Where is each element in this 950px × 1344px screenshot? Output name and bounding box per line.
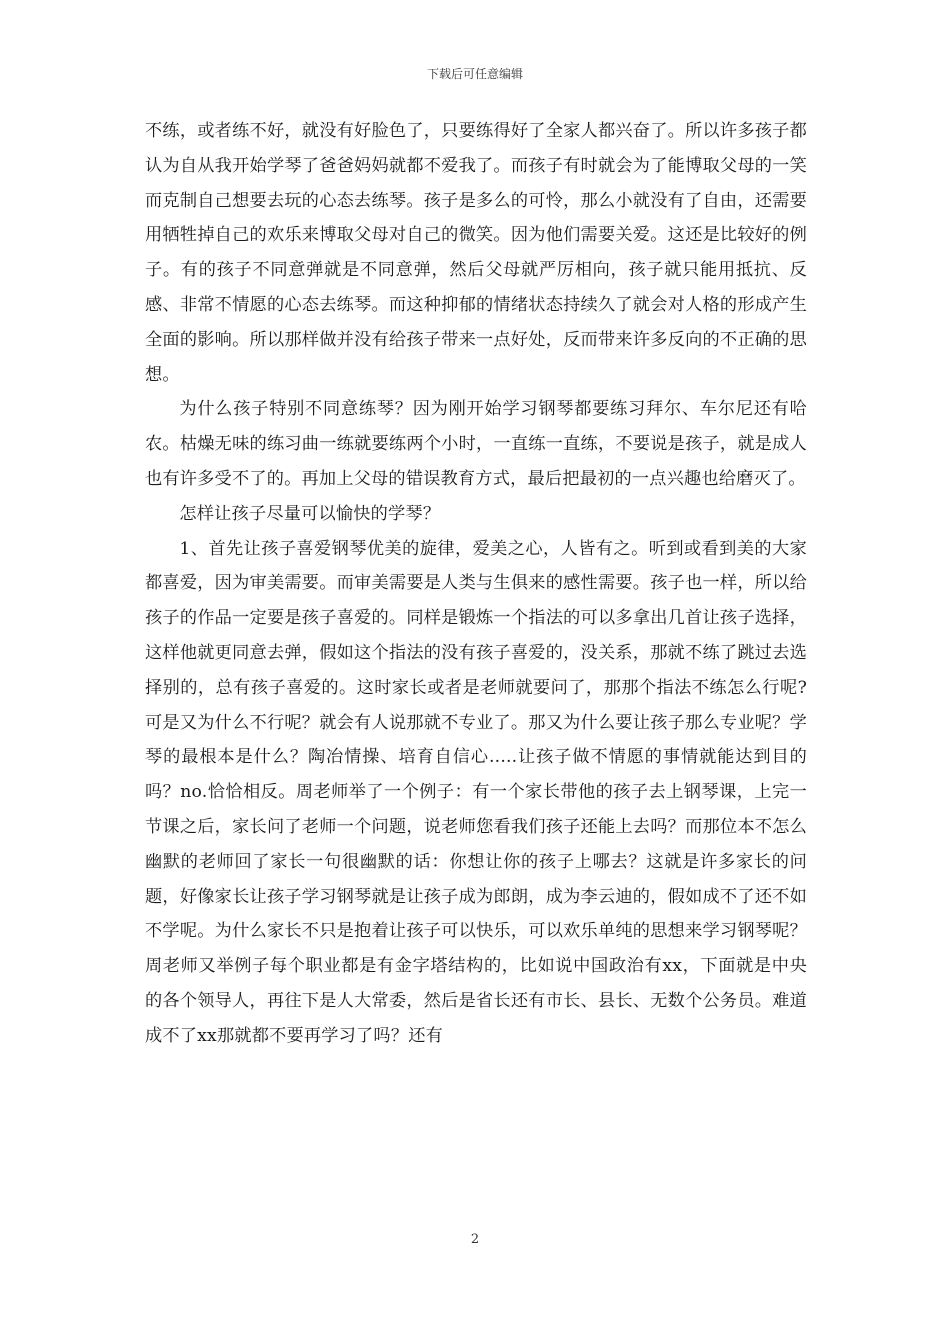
page-number: 2 xyxy=(470,1232,480,1247)
document-body xyxy=(145,114,807,1054)
page-header: 下载后可任意编辑 xyxy=(426,67,523,81)
paragraph-3: 怎样让孩子尽量可以愉快的学琴？ xyxy=(179,503,441,524)
paragraph-4: 1、首先让孩子喜爱钢琴优美的旋律，爱美之心，人皆有之。听到或看到美的大家都喜爱，因为审美需要。而审美需要是人类与生俱来的感性需要。孩子也一样，所以给孩子的作品一定要是孩子喜爱的。同样是锻炼一个指法的可以多拿出几首让孩子选择，这样他就更同意去弹，假如这个指法的没有孩子喜爱的，没关系，那就不练了跳过去选择别的，总有孩子喜爱的。这时家长或者是老师就要问了，那那个指法不练怎么行呢?可是又为什么不行呢？就会有人说那就不专业了。那又为什么要让孩子那么专业呢？学琴的最根本是什么？陶冶情操、培育自信心.....让孩子做不情愿的事情就能达到目的吗？no.恰恰相反。周老师举了一个例子：有一个家长带他的孩子去上钢琴课，上完一节课之后，家长问了老师一个问题，说老师您看我们孩子还能上去吗？而那位本不怎么幽默的老师回了家长一句很幽默的话：你想让你的孩子上哪去？这就是许多家长的问题，好像家长让孩子学习钢琴就是让孩子成为郎朗，成为李云迪的，假如成不了还不如不学呢。为什么家长不只是抱着让孩子可以快乐，可以欢乐单纯的思想来学习钢琴呢？周老师又举例子每个职业都是有金字塔结构的，比如说中国政治有xx，下面就是中央的各个领导人，再往下是人大常委，然后是省长还有市长、县长、无数个公务员。难道成不了xx那就都不要再学习了吗？还有 xyxy=(145,538,807,1046)
paragraph-1: 不练，或者练不好，就没有好脸色了，只要练得好了全家人都兴奋了。所以许多孩子都认为自从我开始学琴了爸爸妈妈就都不爱我了。而孩子有时就会为了能博取父母的一笑而克制自己想要去玩的心态去练琴。孩子是多么的可怜，那么小就没有了自由，还需要用牺牲掉自己的欢乐来博取父母对自己的微笑。因为他们需要关爱。这还是比较好的例子。有的孩子不同意弹就是不同意弹，然后父母就严厉相向，孩子就只能用抵抗、反感、非常不情愿的心态去练琴。而这种抑郁的情绪状态持续久了就会对人格的形成产生全面的影响。所以那样做并没有给孩子带来一点好处，反而带来许多反向的不正确的思想。 xyxy=(145,121,807,385)
paragraph-2: 为什么孩子特别不同意练琴？因为刚开始学习钢琴都要练习拜尔、车尔尼还有哈农。枯燥无味的练习曲一练就要练两个小时，一直练一直练，不要说是孩子，就是成人也有许多受不了的。再加上父母的错误教育方式，最后把最初的一点兴趣也给磨灭了。 xyxy=(145,399,807,489)
